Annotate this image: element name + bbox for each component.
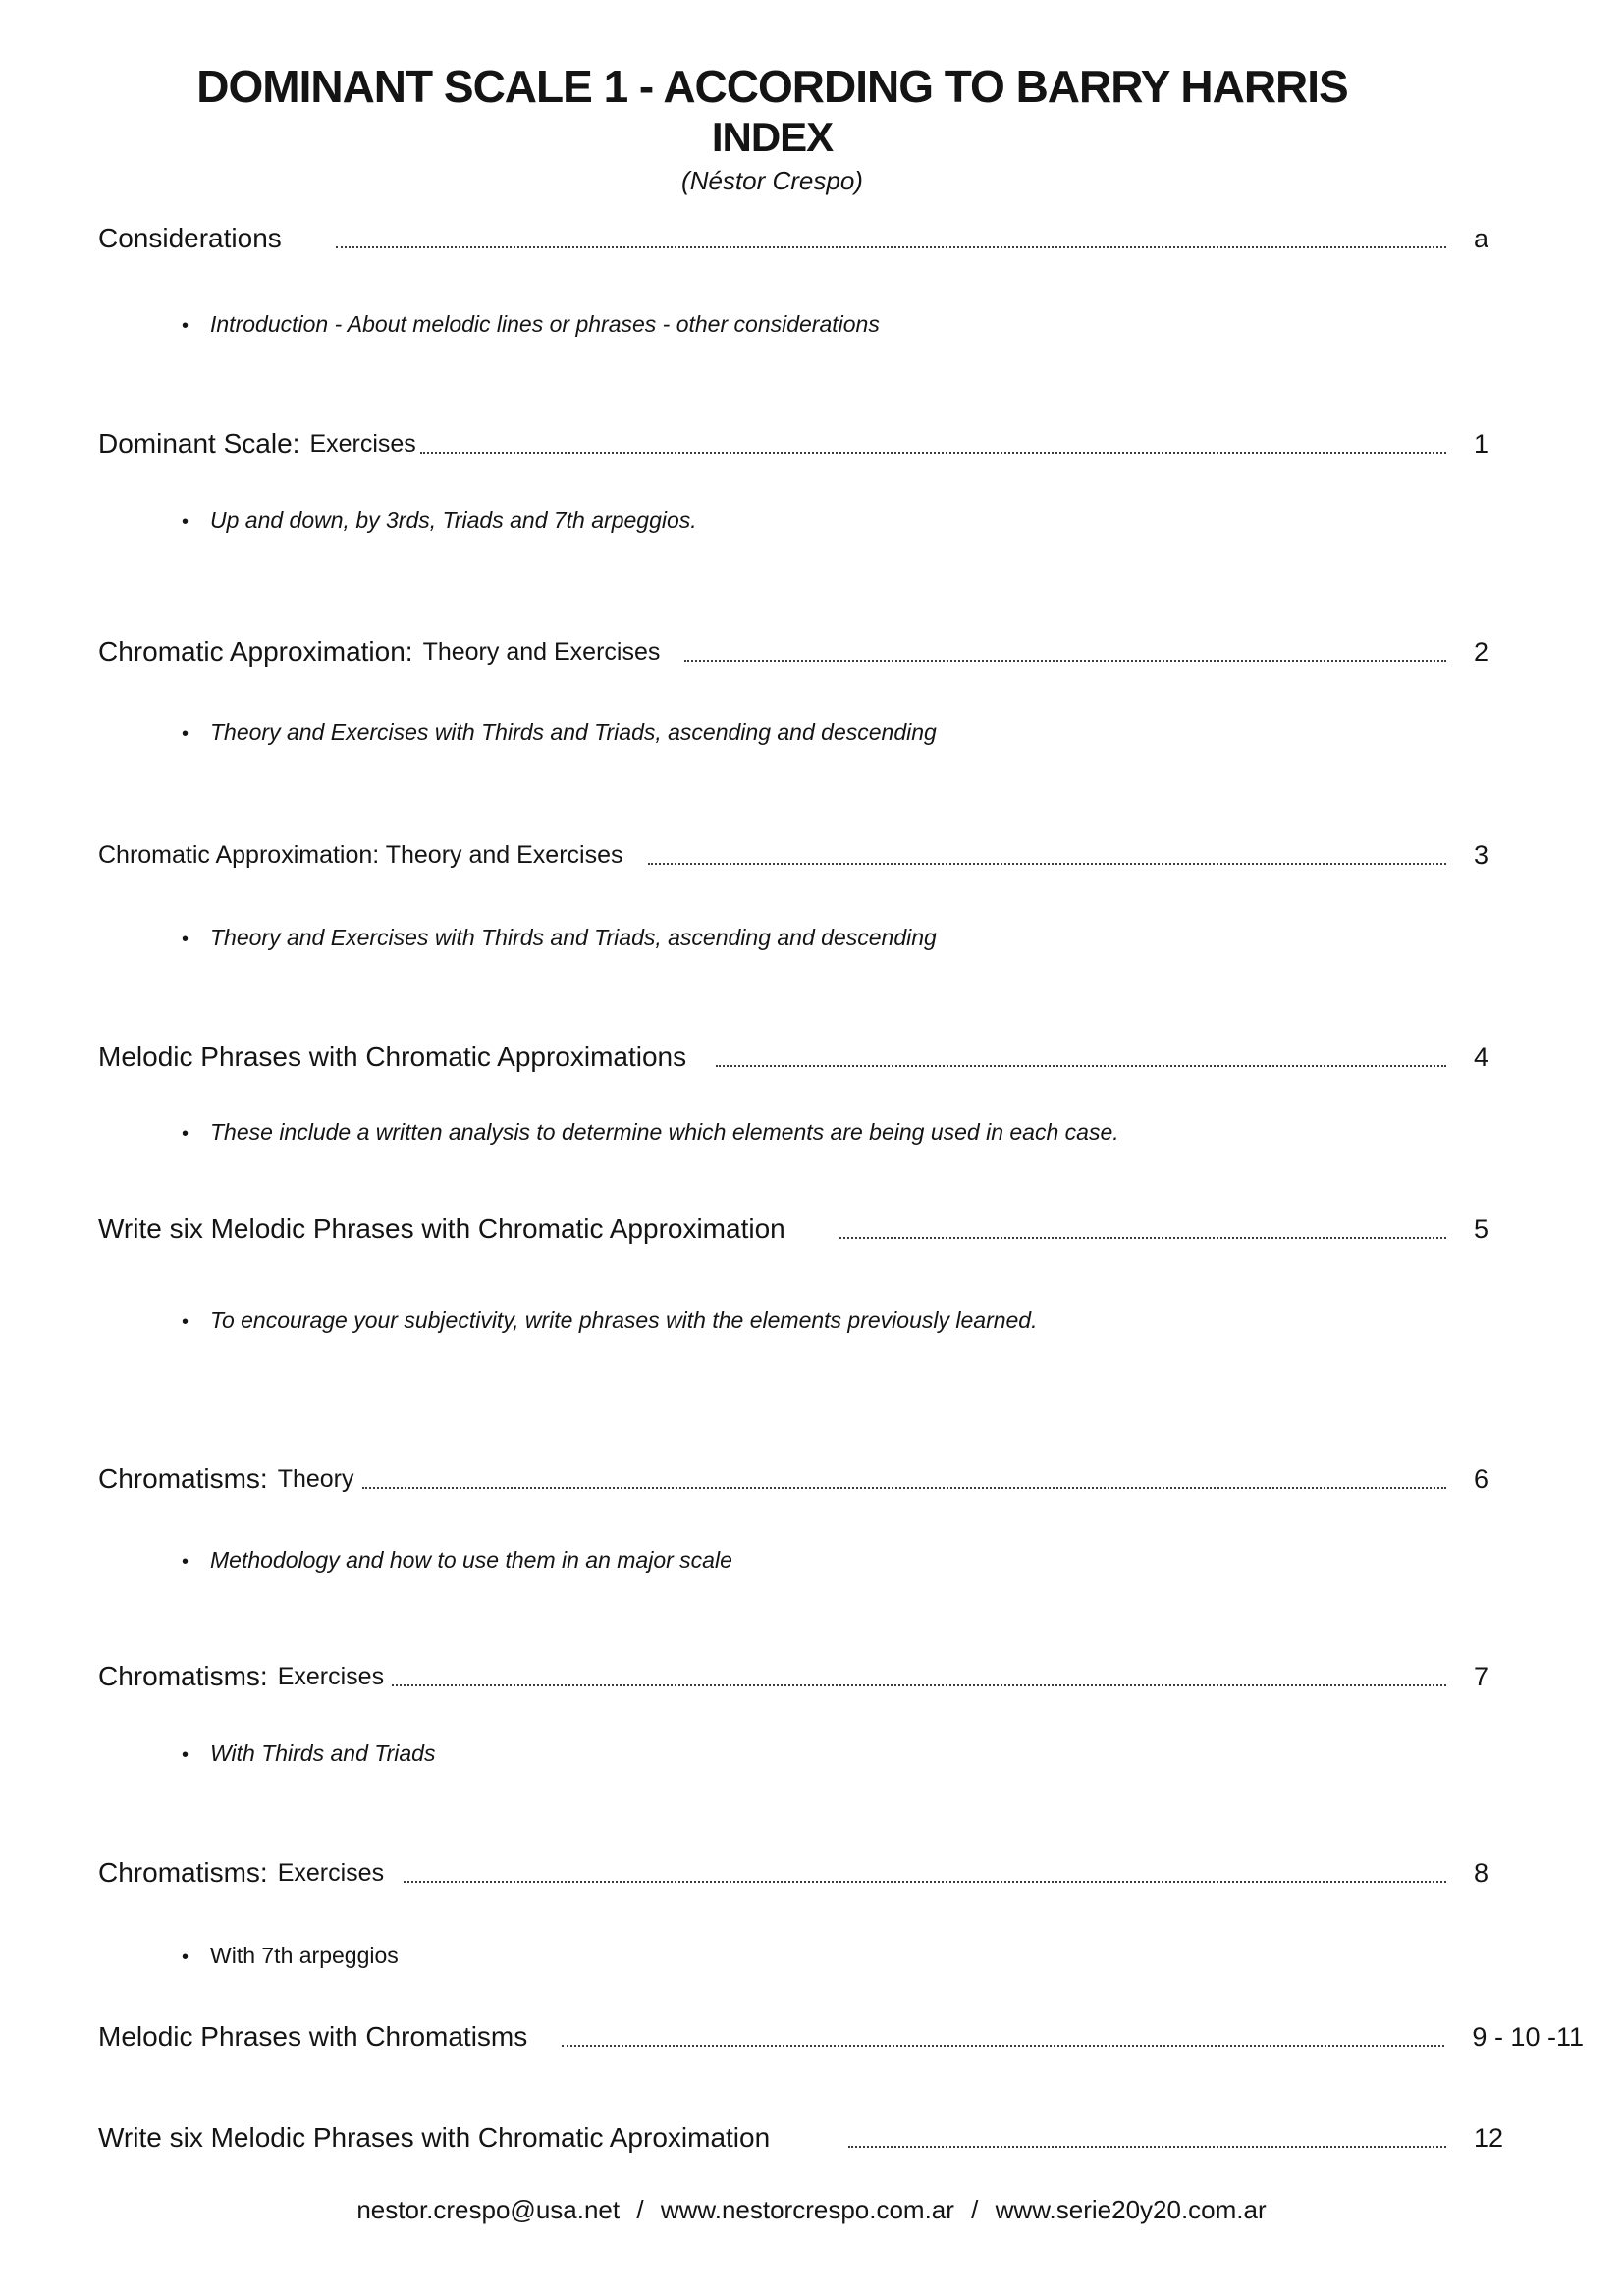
document-footer [98, 2193, 1584, 2226]
bullet-text: With Thirds and Triads [210, 1740, 436, 1766]
document-title: DOMINANT SCALE 1 - ACCORDING TO BARRY HARRIS [196, 61, 1348, 112]
page-number: 9 - 10 -11 [1472, 2022, 1584, 2052]
toc-bullet [98, 308, 1584, 342]
footer-website-1: www.nestorcrespo.com.ar [660, 2195, 954, 2224]
bullet-icon: • [182, 511, 189, 533]
toc-entry [98, 1210, 1584, 1248]
page-number: 6 [1474, 1465, 1489, 1494]
bullet-icon: • [182, 315, 189, 337]
toc-entry [98, 220, 1584, 257]
toc-entry [98, 1461, 1584, 1498]
bullet-text: Theory and Exercises with Thirds and Triads, ascending and descending [210, 925, 937, 950]
toc-entry-title: Chromatic Approximation: Theory and Exercises [98, 841, 623, 869]
page-number: 1 [1474, 429, 1489, 458]
bullet-icon: • [182, 1551, 189, 1573]
toc-bullet [98, 1940, 1584, 1973]
dotted-leader [362, 1487, 1446, 1489]
index-heading: INDEX [711, 114, 834, 160]
toc-entry-title: Melodic Phrases with Chromatic Approximations [98, 1041, 687, 1072]
dotted-leader [839, 1237, 1446, 1239]
toc-entry-subtitle: Theory and Exercises [422, 638, 661, 666]
toc-bullet [98, 1305, 1584, 1338]
bullet-text: These include a written analysis to determine which elements are being used in each case. [210, 1119, 1119, 1145]
bullet-text: With 7th arpeggios [210, 1943, 399, 1968]
toc-bullet [98, 1116, 1584, 1149]
toc-bullet [98, 1737, 1584, 1771]
toc-entry-title: Dominant Scale: [98, 428, 300, 458]
page-number: 3 [1474, 840, 1489, 870]
toc-entry-title: Chromatisms: [98, 1661, 268, 1691]
toc-entry-title: Considerations [98, 223, 282, 253]
page-number: 8 [1474, 1858, 1489, 1888]
toc-entry-title: Chromatisms: [98, 1464, 268, 1494]
footer-website-2: www.serie20y20.com.ar [995, 2195, 1267, 2224]
toc-entry-subtitle: Exercises [277, 1859, 385, 1887]
dotted-leader [848, 2146, 1446, 2148]
dotted-leader [336, 246, 1446, 248]
footer-separator: / [971, 2195, 979, 2224]
page-number: 5 [1474, 1214, 1489, 1244]
bullet-text: Theory and Exercises with Thirds and Triads, ascending and descending [210, 720, 937, 745]
bullet-text: Methodology and how to use them in an major scale [210, 1547, 732, 1573]
bullet-icon: • [182, 1311, 189, 1333]
dotted-leader [562, 2045, 1444, 2047]
page-number: 7 [1474, 1662, 1489, 1691]
toc-entry-title: Melodic Phrases with Chromatisms [98, 2021, 528, 2052]
bullet-text: Up and down, by 3rds, Triads and 7th arpeggios. [210, 507, 697, 533]
footer-email: nestor.crespo@usa.net [356, 2195, 621, 2224]
toc-entry [98, 1658, 1584, 1695]
bullet-icon: • [182, 1947, 189, 1968]
footer-separator: / [636, 2195, 644, 2224]
toc-entry-title: Write six Melodic Phrases with Chromatic Approximation [98, 1213, 785, 1244]
bullet-icon: • [182, 723, 189, 745]
page-number: a [1474, 224, 1489, 253]
toc-entry [98, 836, 1584, 874]
bullet-icon: • [182, 1123, 189, 1145]
toc-entry-subtitle: Exercises [277, 1663, 385, 1690]
dotted-leader [716, 1065, 1446, 1067]
toc-entry [98, 633, 1584, 670]
page-number: 2 [1474, 637, 1489, 667]
toc-entry [98, 1854, 1584, 1892]
page-number: 4 [1474, 1042, 1489, 1072]
bullet-text: Introduction - About melodic lines or phrases - other considerations [210, 311, 880, 337]
dotted-leader [648, 863, 1447, 865]
toc-entry-subtitle: Theory [277, 1466, 354, 1493]
toc-bullet [98, 717, 1584, 750]
toc-entry [98, 2119, 1584, 2157]
bullet-icon: • [182, 929, 189, 950]
bullet-text: To encourage your subjectivity, write phrases with the elements previously learned. [210, 1308, 1038, 1333]
toc-entry-title: Chromatisms: [98, 1857, 268, 1888]
toc-bullet [98, 1544, 1584, 1577]
toc-entry [98, 1039, 1584, 1076]
toc-entry-subtitle: Exercises [309, 430, 416, 457]
dotted-leader [404, 1881, 1446, 1883]
dotted-leader [420, 452, 1446, 454]
author-name: (Néstor Crespo) [681, 166, 863, 195]
toc-entry-title: Chromatic Approximation: [98, 636, 413, 667]
document-header [98, 59, 1584, 196]
toc-entry-title: Write six Melodic Phrases with Chromatic Aproximation [98, 2122, 771, 2153]
page-number: 12 [1474, 2123, 1504, 2153]
bullet-icon: • [182, 1744, 189, 1766]
toc-bullet [98, 505, 1584, 538]
toc-bullet [98, 922, 1584, 955]
dotted-leader [684, 660, 1446, 662]
toc-entry [98, 2018, 1584, 2056]
toc-entry [98, 425, 1584, 462]
dotted-leader [392, 1684, 1446, 1686]
